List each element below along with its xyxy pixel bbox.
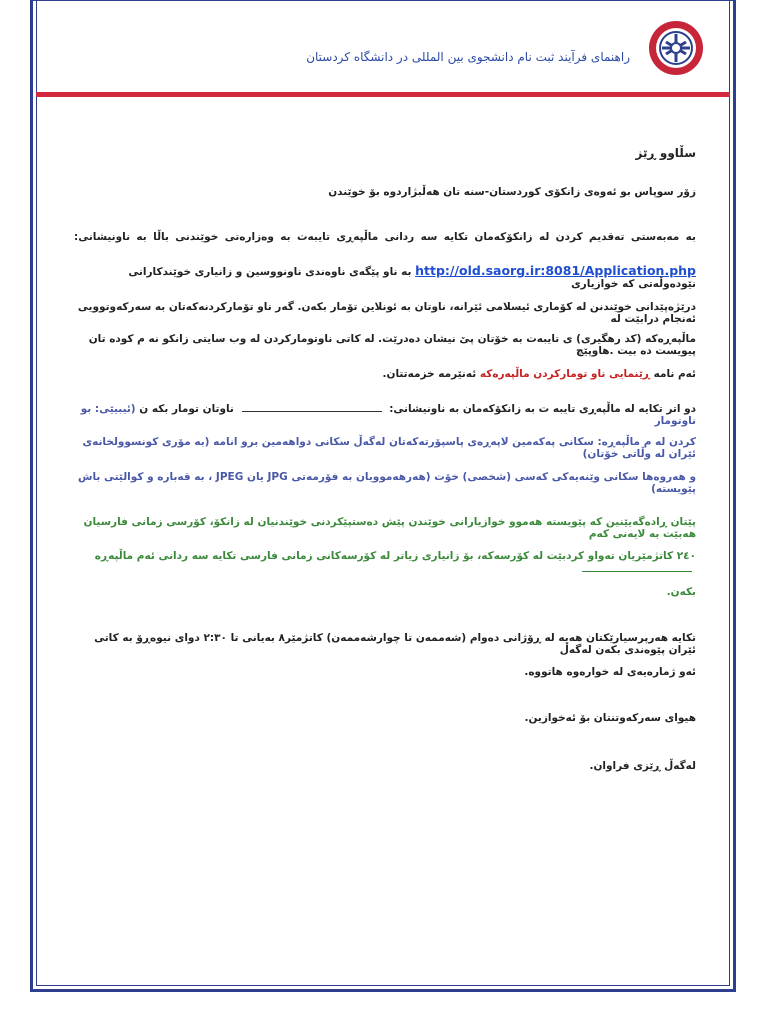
university-logo	[648, 20, 704, 76]
paragraph-line: بە مەبەستی تەقدیم کردن لە زانکۆکەمان تکایە سە ردانی ماڵپەڕی تایبەت بە وەزارەتی خوێندنی باڵا بە ناونیشانی:	[74, 231, 696, 243]
note-text: (ئیبیێی: بو ناوتومار	[80, 403, 696, 427]
paragraph-line: ماڵپەڕەکە (کد رهگیری) ی تایبەت بە خۆتان پێ نیشان دەدرێت. لە کاتی ناوتومارکردن لە وب سایتی زانکو نە م کودە تان پیویست دە بیت .هاوپێچ	[88, 333, 696, 357]
paragraph-line: تکایە هەرپرسیارێکتان هەیە لە ڕۆژانی دەوام (شەممەن تا چوارشەممەن) کاتژمێر٨ بەیانی تا ٢:٣٠ دوای نیوەڕۆ بە کاتی ئێران پێوەندی بکەن لەگەڵ	[94, 632, 696, 656]
blank-field	[582, 562, 692, 572]
paragraph-line	[74, 550, 696, 575]
application-link[interactable]: http://old.saorg.ir:8081/Application.php	[415, 263, 696, 278]
header-divider	[36, 92, 730, 97]
paragraph-line: پێتان ڕادەگەیێنین کە پێویستە هەموو خوازیارانی خوێندن پێش دەستپێکردنی خوێندنیان لە زانکۆ، کۆرسی زمانی فارسیان هەبێت بە لایەنی کەم	[83, 516, 696, 540]
paragraph-line	[74, 263, 696, 290]
signoff-line: لەگەڵ ڕێزی فراوان.	[589, 760, 696, 772]
paragraph-text: بە ناو پێگەی ناوەندی ناونووسین و زانیاری خوێندکارانی نێودەوڵەتی کە خوازیاری	[128, 266, 696, 290]
paragraph-line: و هەروەها سکانی وێنەیەکی کەسی (شخصی) خۆت (هەرهەموویان بە فۆرمەتی JPG یان JPEG ، بە قەبارە و کوالێتی باش پێویستە)	[77, 471, 696, 495]
guide-link-text: ڕێنمایی ناو تومارکردن ماڵپەرەکە	[479, 368, 650, 380]
paragraph-text: ئەنێرمە خزمەتتان.	[382, 368, 477, 380]
closing-line: هیوای سەرکەوتنتان بۆ ئەخوازین.	[524, 712, 696, 724]
paragraph-line	[74, 402, 696, 427]
thanks-line: زۆر سوپاس بو ئەوەی زانکۆی کوردستان-سنە تان هەڵبژاردوە بۆ خوێندن	[328, 186, 696, 198]
paragraph-text: ناوتان تومار بکە ن	[139, 403, 234, 415]
paragraph-line: بکەن.	[666, 586, 696, 598]
letterhead	[36, 10, 730, 92]
paragraph-line: کردن لە م ماڵپەڕە: سکانی پەکەمین لاپەڕەی پاسپۆرتەکەتان لەگەڵ سکانی دواهەمین برو انامە (بە مۆری کونسوولخانەی ئێران لە وڵاتی خۆتان)	[82, 436, 696, 460]
paragraph-text: دو اتر تکایە لە ماڵپەڕی تایبە ت بە زانکۆکەمان بە ناونیشانی:	[389, 403, 696, 415]
paragraph-text: ٢٤٠ کاتژمێریان تەواو کردبێت لە کۆرسەکە، بۆ زانیاری زیاتر لە کۆرسەکانی زمانی فارسی تکایە سە ردانی ئەم ماڵپەڕە	[94, 550, 696, 562]
paragraph-line: درێژەپێدانی خوێندنن لە کۆماری ئیسلامی ئێرانە، ناوتان بە ئونلاین تۆمار بکەن. گەر ناو تۆمارکردنەکەتان بە سەرکەوتوویی ئەنجام درابێت لە	[77, 301, 696, 325]
blank-field	[242, 402, 382, 412]
paragraph-line	[383, 368, 697, 380]
greeting: سڵاوو ڕێز	[635, 146, 696, 160]
paragraph-text: ئەم نامە	[653, 368, 696, 380]
paragraph-line: ئەو ژمارەیەی لە خوارەوە هاتووە.	[524, 666, 696, 678]
header-title: راهنمای فرآیند ثبت نام دانشجوی بین المللی در دانشگاه کردستان	[306, 50, 630, 64]
